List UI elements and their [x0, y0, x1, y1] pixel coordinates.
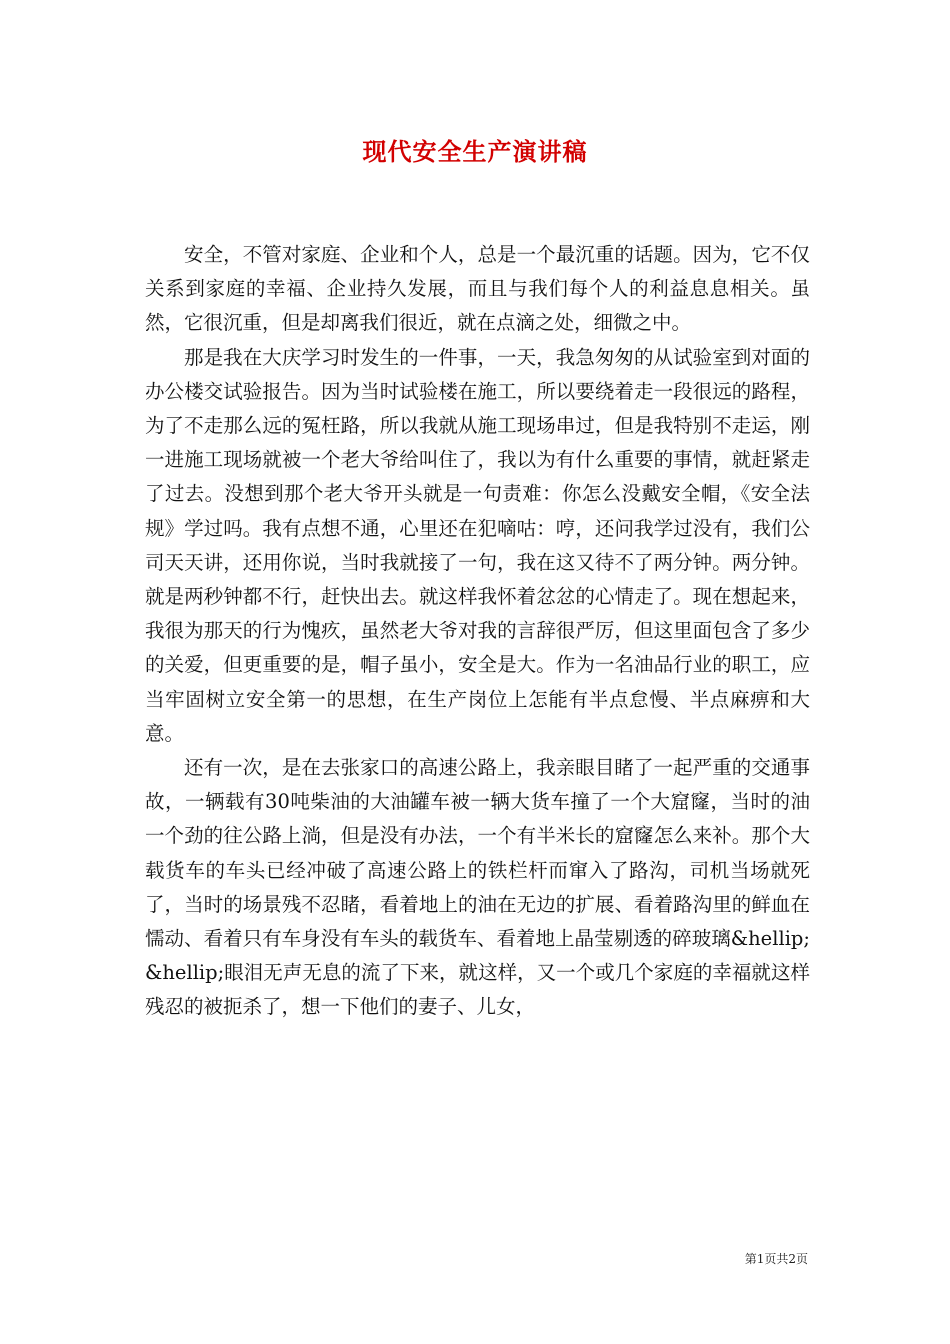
page-number: 第1页共2页 [744, 1252, 808, 1266]
document-title: 现代安全生产演讲稿 [362, 137, 588, 166]
paragraph-1: 安全，不管对家庭、企业和个人，总是一个最沉重的话题。因为，它不仅关系到家庭的幸福、企业持久发展，而且与我们每个人的利益息息相关。虽然，它很沉重，但是却离我们很近，就在点滴之处，细微之中。 [145, 243, 810, 335]
paragraph-2: 那是我在大庆学习时发生的一件事，一天，我急匆匆的从试验室到对面的办公楼交试验报告。因为当时试验楼在施工，所以要绕着走一段很远的路程，为了不走那么远的冤枉路，所以我就从施工现场串过，但是我特别不走运，刚一进施工现场就被一个老大爷给叫住了，我以为有什么重要的事情，就赶紧走了过去。没想到那个老大爷开头就是一句责难：你怎么没戴安全帽，《安全法规》学过吗。我有点想不通，心里还在犯嘀咕：哼，还问我学过没有，我们公司天天讲，还用你说，当时我就接了一句，我在这又待不了两分钟。两分钟。就是两秒钟都不行，赶快出去。就这样我怀着忿忿的心情走了。现在想起来，我很为那天的行为愧疚，虽然老大爷对我的言辞很严厉，但这里面包含了多少的关爱，但更重要的是，帽子虽小，安全是大。作为一名油品行业的职工，应当牢固树立安全第一的思想，在生产岗位上怎能有半点怠慢、半点麻痹和大意。 [145, 345, 810, 745]
document-body [145, 238, 810, 1025]
paragraph-3: 还有一次，是在去张家口的高速公路上，我亲眼目睹了一起严重的交通事故，一辆载有30吨柴油的大油罐车被一辆大货车撞了一个大窟窿，当时的油一个劲的往公路上淌，但是没有办法，一个有半米长的窟窿怎么来补。那个大载货车的车头已经冲破了高速公路上的铁栏杆而窜入了路沟，司机当场就死了，当时的场景残不忍睹，看着地上的油在无边的扩展、看着路沟里的鲜血在懦动、看着只有车身没有车头的载货车、看着地上晶莹剔透的碎玻璃&hellip;&hellip;眼泪无声无息的流了下来，就这样，又一个或几个家庭的幸福就这样残忍的被扼杀了，想一下他们的妻子、儿女， [145, 756, 810, 1019]
